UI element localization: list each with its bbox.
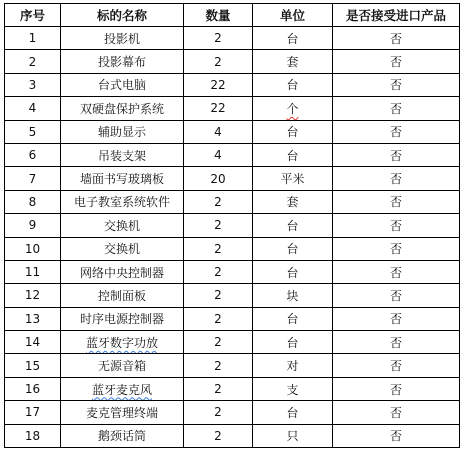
cell-quantity: 4 (184, 143, 253, 166)
cell-import-accepted: 否 (333, 424, 460, 447)
cell-item-name (61, 377, 184, 400)
table-row (5, 190, 460, 213)
cell-item-name: 墙面书写玻璃板 (61, 167, 184, 190)
cell-item-name-text: 蓝牙数字功放 (85, 335, 158, 350)
cell-index: 12 (5, 284, 61, 307)
cell-import-accepted: 否 (333, 284, 460, 307)
cell-quantity: 22 (184, 73, 253, 96)
cell-unit: 平米 (253, 167, 333, 190)
cell-quantity: 4 (184, 120, 253, 143)
table-row (5, 237, 460, 260)
cell-item-name: 电子教室系统软件 (61, 190, 184, 213)
table-row (5, 401, 460, 424)
cell-index: 16 (5, 377, 61, 400)
cell-item-name: 辅助显示 (61, 120, 184, 143)
table-row (5, 260, 460, 283)
cell-index: 7 (5, 167, 61, 190)
cell-import-accepted: 否 (333, 260, 460, 283)
cell-quantity: 2 (184, 190, 253, 213)
cell-quantity: 2 (184, 50, 253, 73)
table-row (5, 27, 460, 50)
cell-index: 8 (5, 190, 61, 213)
cell-quantity: 22 (184, 97, 253, 120)
cell-import-accepted: 否 (333, 143, 460, 166)
cell-index: 14 (5, 331, 61, 354)
cell-unit: 台 (253, 307, 333, 330)
table-row (5, 214, 460, 237)
cell-unit: 台 (253, 120, 333, 143)
cell-unit: 块 (253, 284, 333, 307)
cell-import-accepted: 否 (333, 27, 460, 50)
cell-import-accepted: 否 (333, 307, 460, 330)
cell-item-name-text: 蓝牙麦克风 (91, 382, 152, 397)
table-row (5, 73, 460, 96)
cell-unit: 台 (253, 27, 333, 50)
cell-quantity: 2 (184, 331, 253, 354)
cell-unit (253, 97, 333, 120)
cell-import-accepted: 否 (333, 190, 460, 213)
table-row (5, 97, 460, 120)
cell-index: 1 (5, 27, 61, 50)
cell-quantity: 2 (184, 27, 253, 50)
cell-unit: 台 (253, 214, 333, 237)
cell-quantity: 2 (184, 401, 253, 424)
cell-unit: 套 (253, 190, 333, 213)
cell-unit: 台 (253, 331, 333, 354)
cell-unit: 台 (253, 73, 333, 96)
table-row (5, 424, 460, 447)
header-index: 序号 (5, 4, 61, 27)
cell-quantity: 20 (184, 167, 253, 190)
cell-unit-text: 个 (286, 101, 299, 116)
cell-import-accepted: 否 (333, 167, 460, 190)
cell-item-name: 吊装支架 (61, 143, 184, 166)
cell-quantity: 2 (184, 307, 253, 330)
cell-index: 4 (5, 97, 61, 120)
cell-import-accepted: 否 (333, 377, 460, 400)
cell-import-accepted: 否 (333, 73, 460, 96)
cell-import-accepted: 否 (333, 50, 460, 73)
cell-item-name: 台式电脑 (61, 73, 184, 96)
cell-unit: 台 (253, 143, 333, 166)
cell-item-name: 双硬盘保护系统 (61, 97, 184, 120)
cell-unit: 套 (253, 50, 333, 73)
cell-import-accepted: 否 (333, 331, 460, 354)
cell-import-accepted: 否 (333, 120, 460, 143)
cell-unit: 台 (253, 401, 333, 424)
cell-item-name: 交换机 (61, 214, 184, 237)
header-quantity: 数量 (184, 4, 253, 27)
cell-index: 2 (5, 50, 61, 73)
cell-item-name: 无源音箱 (61, 354, 184, 377)
table-row (5, 50, 460, 73)
cell-quantity: 2 (184, 424, 253, 447)
table-row (5, 143, 460, 166)
cell-item-name: 时序电源控制器 (61, 307, 184, 330)
cell-import-accepted: 否 (333, 237, 460, 260)
cell-index: 17 (5, 401, 61, 424)
cell-index: 9 (5, 214, 61, 237)
cell-item-name: 投影幕布 (61, 50, 184, 73)
cell-index: 3 (5, 73, 61, 96)
table-row (5, 307, 460, 330)
cell-index: 5 (5, 120, 61, 143)
header-item-name: 标的名称 (61, 4, 184, 27)
table-row (5, 167, 460, 190)
cell-import-accepted: 否 (333, 354, 460, 377)
cell-quantity: 2 (184, 377, 253, 400)
cell-unit: 支 (253, 377, 333, 400)
table-row (5, 120, 460, 143)
table-row (5, 377, 460, 400)
cell-index: 18 (5, 424, 61, 447)
header-unit: 单位 (253, 4, 333, 27)
cell-quantity: 2 (184, 284, 253, 307)
cell-import-accepted: 否 (333, 97, 460, 120)
cell-index: 10 (5, 237, 61, 260)
cell-unit: 只 (253, 424, 333, 447)
cell-index: 13 (5, 307, 61, 330)
cell-index: 11 (5, 260, 61, 283)
cell-quantity: 2 (184, 214, 253, 237)
cell-import-accepted: 否 (333, 401, 460, 424)
procurement-table (4, 3, 460, 448)
cell-item-name: 投影机 (61, 27, 184, 50)
cell-item-name: 控制面板 (61, 284, 184, 307)
cell-item-name: 麦克管理终端 (61, 401, 184, 424)
procurement-table-container (4, 3, 460, 448)
cell-index: 15 (5, 354, 61, 377)
table-header-row (5, 4, 460, 27)
cell-index: 6 (5, 143, 61, 166)
cell-unit: 对 (253, 354, 333, 377)
cell-item-name: 交换机 (61, 237, 184, 260)
cell-item-name: 鹅颈话筒 (61, 424, 184, 447)
cell-quantity: 2 (184, 260, 253, 283)
cell-item-name: 网络中央控制器 (61, 260, 184, 283)
cell-unit: 台 (253, 260, 333, 283)
cell-quantity: 2 (184, 237, 253, 260)
cell-quantity: 2 (184, 354, 253, 377)
cell-unit: 台 (253, 237, 333, 260)
cell-import-accepted: 否 (333, 214, 460, 237)
table-row (5, 354, 460, 377)
table-row (5, 284, 460, 307)
header-import-accepted: 是否接受进口产品 (333, 4, 460, 27)
table-row (5, 331, 460, 354)
cell-item-name (61, 331, 184, 354)
